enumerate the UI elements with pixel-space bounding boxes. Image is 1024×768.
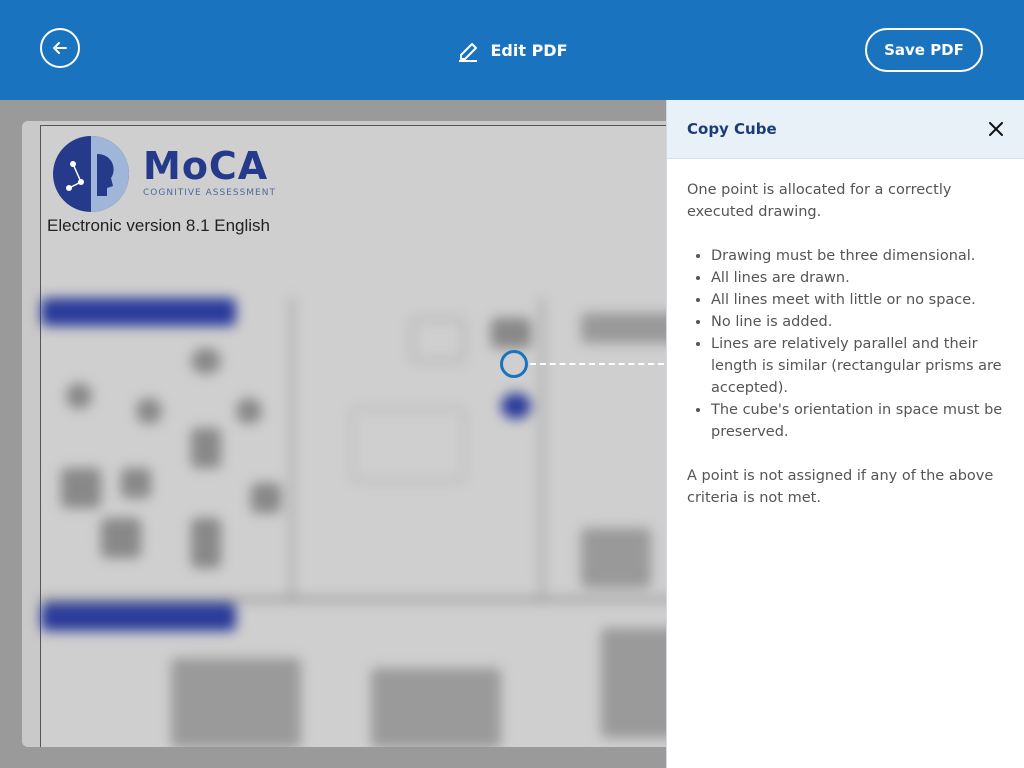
pdf-page <box>40 125 682 747</box>
panel-header <box>667 100 1024 159</box>
copy-cube-hotspot[interactable] <box>500 350 528 378</box>
blurred-form-content <box>41 298 682 747</box>
moca-logo-icon <box>51 134 131 214</box>
top-bar <box>0 0 1024 100</box>
page-title: Edit PDF <box>490 40 568 60</box>
pencil-icon <box>456 38 480 62</box>
panel-title: Copy Cube <box>687 120 777 138</box>
criteria-item: • All lines are drawn. <box>711 267 1005 289</box>
criteria-item: • All lines meet with little or no space. <box>711 289 1005 311</box>
logo-subtitle: COGNITIVE ASSESSMENT <box>143 188 276 198</box>
hotspot-connector-line <box>530 363 664 365</box>
scoring-intro: One point is allocated for a correctly executed drawing. <box>687 182 952 220</box>
scoring-footer: A point is not assigned if any of the above criteria is not met. <box>687 468 994 506</box>
criteria-list <box>687 245 1005 443</box>
criteria-item: • Drawing must be three dimensional. <box>711 245 1005 267</box>
criteria-item: • No line is added. <box>711 311 1005 333</box>
close-icon <box>989 122 1003 136</box>
save-pdf-button[interactable]: Save PDF <box>865 28 983 72</box>
close-panel-button[interactable] <box>985 118 1007 140</box>
scoring-info-panel <box>666 100 1024 768</box>
criteria-item: • The cube's orientation in space must be preserved. <box>711 399 1005 443</box>
logo-wordmark: MoCA <box>143 144 269 188</box>
version-label: Electronic version 8.1 English <box>47 216 271 235</box>
panel-body <box>667 159 1024 529</box>
criteria-item: • Lines are relatively parallel and their length is similar (rectangular prisms are accepted). <box>711 333 1005 399</box>
pdf-preview[interactable] <box>22 121 682 747</box>
